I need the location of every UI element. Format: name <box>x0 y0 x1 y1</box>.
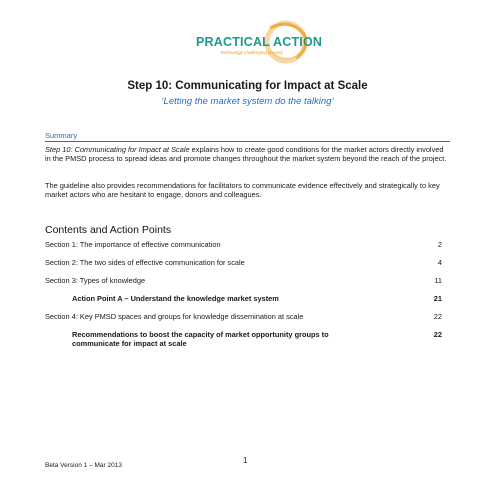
toc-entry-action-point-a[interactable] <box>45 294 450 303</box>
toc-entry-page: 21 <box>433 294 442 303</box>
toc-entry-title: Action Point A – Understand the knowledge market system <box>72 294 279 303</box>
toc-entry-recommendations[interactable] <box>45 330 450 348</box>
summary-divider <box>45 141 450 142</box>
toc-entry-page: 11 <box>434 276 442 285</box>
table-of-contents <box>45 240 450 348</box>
toc-entry-title: Section 4: Key PMSD spaces and groups for knowledge dissemination at scale <box>45 312 304 321</box>
toc-entry-section-2[interactable] <box>45 258 450 267</box>
summary-paragraph-2: The guideline also provides recommendations for facilitators to communicate evidence effectively and strategically to key market actors who are hesitant to engage, donors and colleagues. <box>45 181 440 199</box>
toc-entry-title: Recommendations to boost the capacity of market opportunity groups to communicate for impact at scale <box>72 330 329 348</box>
toc-entry-page: 22 <box>433 330 442 339</box>
toc-entry-title: Section 1: The importance of effective communication <box>45 240 221 249</box>
toc-entry-page: 22 <box>433 312 442 321</box>
contents-heading: Contents and Action Points <box>45 224 172 236</box>
toc-entry-section-1[interactable] <box>45 240 450 249</box>
footer-version: Beta Version 1 – Mar 2013 <box>45 462 122 469</box>
toc-entry-section-4[interactable] <box>45 312 450 321</box>
summary-paragraph-1-text: explains how to create good conditions for the market actors directly involved in the PMSD process to spread ideas and promote changes throughout the market system beyond the reach of the project. <box>45 145 447 163</box>
logo-tagline: Technology challenging poverty <box>220 50 283 55</box>
summary-step-reference: Step 10: Communicating for Impact at Scale <box>45 145 190 154</box>
toc-entry-title: Section 2: The two sides of effective communication for scale <box>45 258 245 267</box>
page-subtitle: ‘Letting the market system do the talking’ <box>161 96 334 107</box>
summary-heading: Summary <box>45 131 78 140</box>
toc-entry-page: 2 <box>437 240 442 249</box>
page-number: 1 <box>243 456 248 465</box>
practical-action-logo <box>190 18 323 70</box>
logo-brand-text: PRACTICAL ACTION <box>196 35 323 49</box>
page-title: Step 10: Communicating for Impact at Scale <box>127 80 368 92</box>
toc-entry-title: Section 3: Types of knowledge <box>45 276 146 285</box>
toc-entry-section-3[interactable] <box>45 276 450 285</box>
toc-entry-page: 4 <box>437 258 442 267</box>
summary-paragraph-1 <box>45 145 451 163</box>
